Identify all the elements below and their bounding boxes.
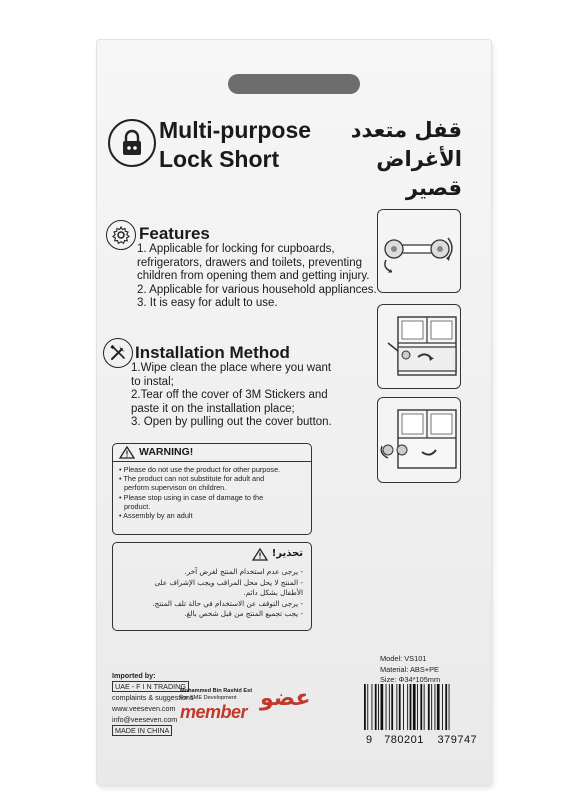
barcode-group-1: 780201 [384, 734, 424, 746]
warning-icon [252, 548, 268, 561]
warning-heading-ar: تحذير! [271, 548, 303, 559]
importer-complaints: complaints & suggestions [112, 693, 194, 702]
installation-heading: Installation Method [135, 343, 290, 362]
warning-line: perform supervison on children. [124, 483, 227, 493]
installation-line: paste it on the installation place; [131, 402, 295, 415]
product-title-en [159, 116, 311, 174]
installation-line: 3. Open by pulling out the cover button. [131, 416, 332, 429]
installation-line: to instal; [131, 375, 174, 388]
importer-label: Imported by: [112, 671, 156, 680]
barcode-first-digit: 9 [366, 734, 373, 746]
drawer-illustration [377, 304, 461, 389]
warning-line-ar: - يرجى عدم استخدام المنتج لغرض آخر. [184, 567, 303, 576]
warning-header [113, 444, 311, 462]
spec-model: Model: VS101 [380, 654, 427, 663]
importer-company: UAE - F I N TRADING [112, 681, 189, 692]
warning-list-ar [119, 567, 303, 620]
brand-tagline-2: For SME Development [180, 695, 237, 701]
features-line: 1. Applicable for locking for cupboards, [137, 243, 335, 255]
title-en-line1: Multi-purpose [159, 117, 312, 143]
lock-icon [108, 119, 156, 167]
spec-size: Size: Φ34*105mm [380, 675, 441, 684]
features-line: refrigerators, drawers and toilets, preventing [137, 256, 362, 269]
warning-line-ar: - يرجى التوقف عن الاستخدام في حالة تلف المنتج. [152, 598, 303, 608]
warning-box-en [112, 443, 312, 535]
barcode-number [366, 734, 477, 746]
member-logo [180, 686, 340, 736]
brand-name-ar: عضو [260, 686, 311, 711]
title-en-line2: Lock Short [159, 146, 280, 172]
barcode-bars [360, 684, 466, 732]
features-line: 3. It is easy for adult to use. [137, 297, 278, 310]
warning-line-ar: - المنتج لا يحل محل المراقب ويجب الإشراف على [154, 577, 303, 587]
importer-website: www.veeseven.com [112, 704, 176, 713]
brand-tagline-1: Mohammed Bin Rashid Est [180, 688, 253, 694]
warning-list-en [119, 465, 280, 520]
tools-icon [103, 338, 133, 368]
spec-material: Material: ABS+PE [380, 664, 439, 674]
importer-email: info@veeseven.com [112, 715, 178, 724]
features-heading: Features [139, 224, 210, 243]
warning-line-ar: الأطفال بشكل دائم. [243, 588, 303, 597]
warning-line: product. [124, 501, 151, 511]
installation-text [131, 362, 332, 430]
warning-line: • Assembly by an adult [119, 511, 193, 521]
brand-name-en: member [180, 702, 248, 722]
cabinet-illustration [377, 397, 461, 483]
warning-header-ar [252, 546, 303, 562]
gear-icon [106, 220, 136, 250]
warning-icon [119, 446, 135, 459]
title-ar-line1: قفل متعدد [350, 118, 462, 142]
features-line: 2. Applicable for various household appliances. [137, 283, 377, 296]
warning-line-ar: - يجب تجميع المنتج من قبل شخص بالغ. [184, 609, 303, 618]
title-ar-line2: الأغراض قصير [376, 147, 462, 200]
warning-line: • The product can not substitute for adult and [119, 474, 265, 484]
barcode [360, 684, 466, 737]
warning-line: • Please stop using in case of damage to the [119, 492, 264, 502]
warning-heading: WARNING! [139, 446, 194, 458]
installation-line: 2.Tear off the cover of 3M Stickers and [131, 389, 328, 402]
lock-illustration [377, 209, 461, 293]
hang-slot [228, 74, 360, 94]
installation-line: 1.Wipe clean the place where you want [131, 362, 332, 374]
barcode-group-2: 379747 [437, 734, 478, 746]
warning-box-ar [112, 542, 312, 631]
product-title-ar [330, 116, 462, 203]
product-specs [380, 654, 440, 686]
warning-line: • Please do not use the product for other purpose. [119, 465, 281, 474]
importer-origin: MADE IN CHINA [112, 725, 172, 736]
features-text [137, 243, 377, 311]
features-line: children from opening them and getting injury. [137, 270, 370, 283]
